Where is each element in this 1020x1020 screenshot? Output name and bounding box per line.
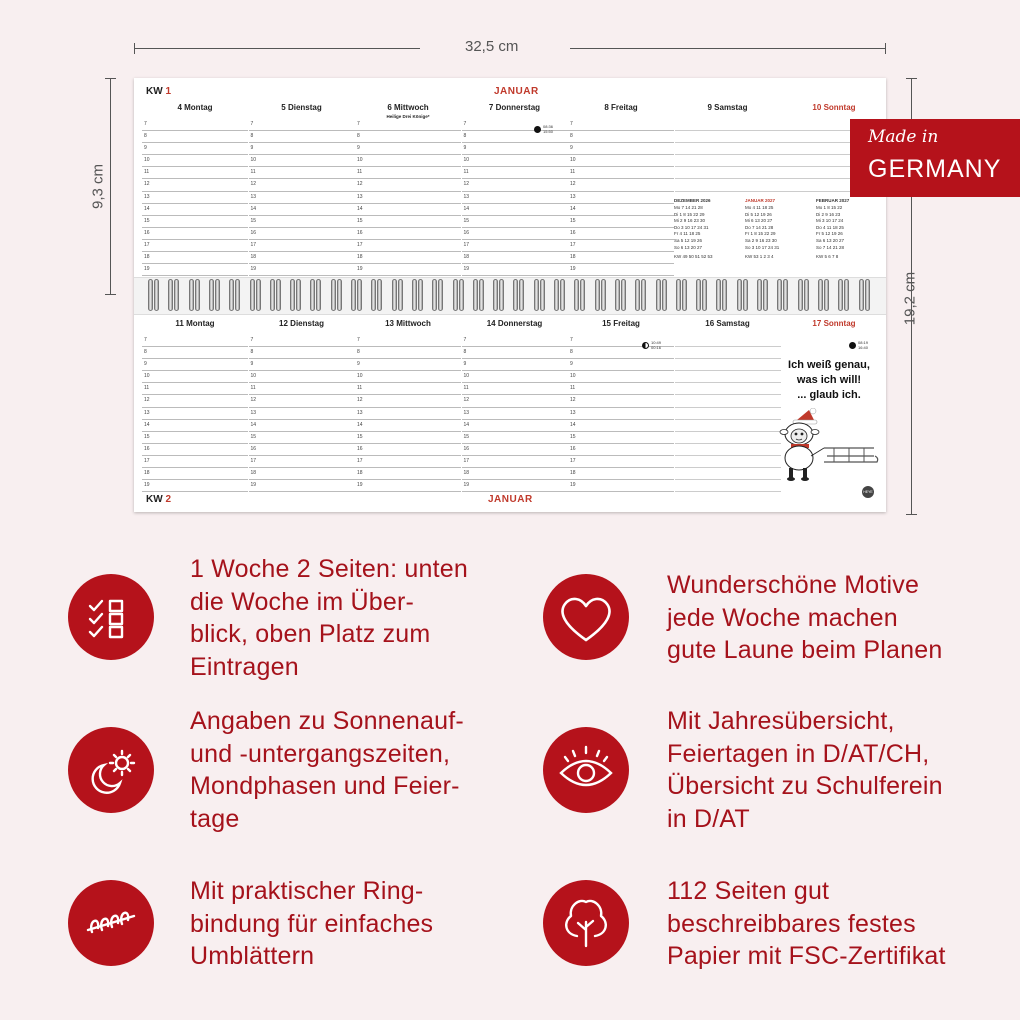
hour-line: 19 [249, 264, 355, 276]
hour-line: 7 [355, 119, 461, 131]
hour-line: 7 [355, 335, 461, 347]
hour-line: 9 [249, 359, 355, 371]
day-column-bottom-1 [249, 319, 355, 492]
binding-ring [479, 279, 484, 311]
day-column-top-1 [249, 103, 355, 276]
note-line [675, 359, 781, 371]
half-moon-icon: 10:49 00:16 [642, 340, 661, 350]
hour-line: 7 [249, 119, 355, 131]
hour-line: 9 [568, 143, 674, 155]
binding-ring [229, 279, 234, 311]
day-column-top-0 [142, 103, 248, 276]
hour-line: 12 [462, 179, 568, 191]
width-dimension-line-right [570, 48, 886, 49]
hour-line: 17 [355, 240, 461, 252]
checklist-icon [68, 574, 154, 660]
tree-icon [543, 880, 629, 966]
full-moon-icon: 08:36 15:50 [534, 124, 553, 134]
binding-ring [818, 279, 823, 311]
binding-ring [418, 279, 423, 311]
hour-line: 18 [249, 252, 355, 264]
hour-line: 15 [355, 432, 461, 444]
binding-ring [316, 279, 321, 311]
hour-line: 12 [249, 395, 355, 407]
hour-line: 17 [355, 456, 461, 468]
binding-ring [371, 279, 376, 311]
binding-ring [662, 279, 667, 311]
binding-ring [635, 279, 640, 311]
binding-ring [595, 279, 600, 311]
binding-ring [865, 279, 870, 311]
hour-line: 17 [568, 456, 674, 468]
binding-ring [574, 279, 579, 311]
binding-ring [554, 279, 559, 311]
binding-ring [737, 279, 742, 311]
heye-logo: HEYE [862, 486, 874, 498]
eye-icon [543, 727, 629, 813]
hour-line: 9 [142, 359, 248, 371]
hour-line: 8 [249, 347, 355, 359]
hour-line: 17 [142, 456, 248, 468]
hour-line: 16 [249, 228, 355, 240]
binding-ring [696, 279, 701, 311]
dimension-tick [906, 514, 917, 515]
hour-line: 14 [568, 420, 674, 432]
hour-line: 17 [142, 240, 248, 252]
hour-line: 17 [249, 456, 355, 468]
hour-line: 19 [142, 264, 248, 276]
mini-calendar: FEBRUAR 2027 Mo 1 8 15 22 Di 2 9 16 23 Mi 3 10 17 24 Do 4 11 18 25 Fr 5 12 19 26 Sa 6 13 20 27 So 7 14 21 28 KW 5 6 7 8 [816, 198, 850, 260]
binding-ring [357, 279, 362, 311]
hour-line: 18 [142, 468, 248, 480]
hour-line: 15 [462, 216, 568, 228]
hour-line: 15 [355, 216, 461, 228]
ring-binding [134, 277, 886, 315]
note-line [675, 468, 781, 480]
day-column-top-4 [568, 103, 674, 276]
hour-line: 17 [462, 240, 568, 252]
hour-line: 15 [249, 432, 355, 444]
hour-line: 19 [355, 480, 461, 492]
binding-ring [519, 279, 524, 311]
hour-line: 17 [462, 456, 568, 468]
hour-line: 15 [249, 216, 355, 228]
day-header: 15 Freitag [602, 319, 640, 328]
hour-line: 18 [462, 468, 568, 480]
hour-line: 12 [142, 395, 248, 407]
binding-ring [534, 279, 539, 311]
binding-ring [656, 279, 661, 311]
feature-text-3: Angaben zu Sonnenauf- und -untergangszeiten, Mondphasen und Feier- tage [190, 707, 464, 833]
binding-ring [412, 279, 417, 311]
binding-ring [250, 279, 255, 311]
hour-line: 7 [249, 335, 355, 347]
hour-line: 12 [355, 395, 461, 407]
hour-line: 14 [568, 204, 674, 216]
hour-line: 15 [462, 432, 568, 444]
hour-line: 8 [142, 131, 248, 143]
day-header: 16 Samstag [705, 319, 750, 328]
binding-ring [716, 279, 721, 311]
hour-line: 15 [568, 432, 674, 444]
day-header: 8 Freitag [604, 103, 638, 112]
hour-line: 14 [355, 204, 461, 216]
binding-ring [310, 279, 315, 311]
hour-line: 11 [249, 167, 355, 179]
hour-line: 7 [568, 335, 674, 347]
binding-ring [722, 279, 727, 311]
hour-line: 18 [568, 252, 674, 264]
binding-ring [473, 279, 478, 311]
width-dimension-label: 32,5 cm [465, 38, 519, 55]
hour-line: 11 [142, 383, 248, 395]
hour-line: 10 [568, 371, 674, 383]
day-header: 10 Sonntag [812, 103, 856, 112]
hour-line: 19 [568, 480, 674, 492]
week-number-top: KW 1 [146, 86, 172, 97]
hour-line: 12 [142, 179, 248, 191]
hour-line: 8 [568, 347, 674, 359]
binding-ring [621, 279, 626, 311]
hour-line: 19 [568, 264, 674, 276]
day-header: 6 Mittwoch [387, 103, 429, 112]
binding-ring [763, 279, 768, 311]
binding-ring [154, 279, 159, 311]
hour-line: 16 [355, 444, 461, 456]
binding-ring [743, 279, 748, 311]
binding-ring [296, 279, 301, 311]
hour-line: 10 [462, 155, 568, 167]
hour-line: 16 [568, 228, 674, 240]
day-header: 14 Donnerstag [486, 319, 543, 328]
hour-line: 16 [462, 228, 568, 240]
binding-ring [337, 279, 342, 311]
hour-line: 10 [462, 371, 568, 383]
day-header: 4 Montag [177, 103, 213, 112]
day-column-bottom-2 [355, 319, 461, 492]
small-height-line [110, 78, 111, 294]
hour-line: 8 [462, 131, 568, 143]
day-header: 11 Montag [175, 319, 215, 328]
hour-line: 16 [462, 444, 568, 456]
note-line [675, 408, 781, 420]
hour-line: 17 [249, 240, 355, 252]
hour-line: 13 [142, 408, 248, 420]
day-header: 9 Samstag [707, 103, 748, 112]
binding-ring [493, 279, 498, 311]
hour-line: 11 [568, 383, 674, 395]
binding-ring [351, 279, 356, 311]
month-label-top: JANUAR [494, 86, 539, 97]
badge-line1: Made in [868, 127, 939, 147]
note-line [675, 432, 781, 444]
hour-line: 14 [462, 204, 568, 216]
hour-line: 11 [249, 383, 355, 395]
binding-ring [270, 279, 275, 311]
dimension-tick [134, 43, 135, 54]
hour-line: 14 [249, 204, 355, 216]
note-line [675, 456, 781, 468]
hour-line: 11 [355, 167, 461, 179]
note-line [675, 119, 781, 131]
quote-text: Ich weiß genau, was ich will! ... glaub ich. [788, 359, 870, 401]
day-header: 17 Sonntag [812, 319, 856, 328]
hour-line: 8 [249, 131, 355, 143]
binding-ring [168, 279, 173, 311]
note-line [675, 444, 781, 456]
binding-ring [189, 279, 194, 311]
binding-ring [641, 279, 646, 311]
hour-line: 9 [462, 143, 568, 155]
hour-line: 15 [142, 216, 248, 228]
hour-line: 12 [462, 395, 568, 407]
binding-ring [824, 279, 829, 311]
hour-line: 18 [355, 468, 461, 480]
note-line [675, 167, 781, 179]
day-header: 12 Dienstag [279, 319, 324, 328]
hour-line: 18 [249, 468, 355, 480]
note-line [675, 383, 781, 395]
hour-line: 8 [462, 347, 568, 359]
binding-ring [499, 279, 504, 311]
binding-ring [276, 279, 281, 311]
binding-ring [290, 279, 295, 311]
spiral-binding-icon [68, 880, 154, 966]
heart-icon [543, 574, 629, 660]
feature-text-6: 112 Seiten gut beschreibbares festes Papier mit FSC-Zertifikat [667, 877, 946, 970]
hour-line: 18 [142, 252, 248, 264]
feature-text-4: Mit Jahresübersicht, Feiertagen in D/AT/CH, Übersicht zu Schulferein in D/AT [667, 707, 943, 833]
width-dimension-line-left [134, 48, 420, 49]
binding-ring [838, 279, 843, 311]
feature-text-1: 1 Woche 2 Seiten: unten die Woche im Über- blick, oben Platz zum Eintragen [190, 555, 468, 681]
made-in-germany-badge [850, 119, 1020, 197]
hour-line: 14 [355, 420, 461, 432]
hour-line: 16 [355, 228, 461, 240]
hour-line: 16 [142, 444, 248, 456]
note-line [675, 335, 781, 347]
hour-line: 13 [568, 192, 674, 204]
hour-line: 10 [249, 371, 355, 383]
month-label-bottom: JANUAR [488, 494, 533, 505]
binding-ring [215, 279, 220, 311]
hour-line: 13 [142, 192, 248, 204]
hour-line: 13 [568, 408, 674, 420]
hour-line: 16 [142, 228, 248, 240]
binding-ring [859, 279, 864, 311]
sun-times-icon: 08:19 16:40 [849, 340, 868, 350]
hour-line: 11 [462, 167, 568, 179]
day-header: 7 Donnerstag [488, 103, 541, 112]
hour-line: 10 [142, 155, 248, 167]
dimension-tick [105, 294, 116, 295]
binding-ring [392, 279, 397, 311]
binding-ring [804, 279, 809, 311]
day-header: 13 Mittwoch [385, 319, 431, 328]
hour-line: 16 [249, 444, 355, 456]
hour-line: 8 [142, 347, 248, 359]
binding-ring [580, 279, 585, 311]
hour-line: 15 [142, 432, 248, 444]
hour-line: 13 [462, 408, 568, 420]
binding-ring [513, 279, 518, 311]
day-column-bottom-6 [781, 319, 887, 335]
binding-ring [195, 279, 200, 311]
large-height-label: 19,2 cm [901, 271, 919, 326]
hour-line: 18 [568, 468, 674, 480]
hour-line: 7 [142, 119, 248, 131]
feature-text-2: Wunderschöne Motive jede Woche machen gute Laune beim Planen [667, 571, 943, 664]
binding-ring [453, 279, 458, 311]
hour-line: 7 [568, 119, 674, 131]
note-line [675, 371, 781, 383]
binding-ring [798, 279, 803, 311]
hour-line: 11 [142, 167, 248, 179]
binding-ring [148, 279, 153, 311]
dimension-tick [105, 78, 116, 79]
feature-text-5: Mit praktischer Ring- bindung für einfaches Umblättern [190, 877, 434, 970]
day-column-bottom-5 [675, 319, 781, 492]
binding-ring [377, 279, 382, 311]
binding-ring [438, 279, 443, 311]
hour-line: 9 [462, 359, 568, 371]
hour-line: 7 [462, 335, 568, 347]
hour-line: 15 [568, 216, 674, 228]
binding-ring [459, 279, 464, 311]
badge-line2: GERMANY [868, 155, 1002, 183]
calendar-preview [134, 78, 886, 512]
binding-ring [777, 279, 782, 311]
hour-line: 12 [249, 179, 355, 191]
hour-line: 10 [355, 155, 461, 167]
dimension-tick [906, 78, 917, 79]
small-height-label: 9,3 cm [89, 164, 107, 210]
moon-sun-icon [68, 727, 154, 813]
hour-line: 17 [568, 240, 674, 252]
note-line [675, 155, 781, 167]
hour-line: 11 [568, 167, 674, 179]
hour-line: 8 [568, 131, 674, 143]
hour-line: 8 [355, 131, 461, 143]
hour-line: 14 [142, 204, 248, 216]
hour-line: 12 [568, 179, 674, 191]
mini-calendar: JANUAR 2027 Mo 4 11 18 25 Di 5 12 19 26 Mi 6 13 20 27 Do 7 14 21 28 Fr 1 8 15 22 29 Sa 2 9 16 23 30 So 3 10 17 24 31 KW 53 1 2 3 4 [745, 198, 780, 260]
binding-ring [256, 279, 261, 311]
binding-ring [601, 279, 606, 311]
binding-ring [235, 279, 240, 311]
hour-line: 12 [355, 179, 461, 191]
hour-line: 18 [462, 252, 568, 264]
hour-line: 13 [355, 192, 461, 204]
hour-line: 13 [355, 408, 461, 420]
holiday-label: Heilige Drei Könige* [386, 114, 430, 119]
hour-line: 14 [462, 420, 568, 432]
week-number-bottom: KW 2 [146, 494, 172, 505]
binding-ring [331, 279, 336, 311]
hour-line: 18 [355, 252, 461, 264]
binding-ring [757, 279, 762, 311]
hour-line: 11 [355, 383, 461, 395]
note-line [675, 480, 781, 492]
binding-ring [702, 279, 707, 311]
hour-line: 8 [355, 347, 461, 359]
mini-calendar: DEZEMBER 2026 Mo 7 14 21 28 Di 1 8 15 22 29 Mi 2 9 16 23 30 Do 3 10 17 24 31 Fr 4 11 18 25 Sa 5 12 19 26 So 6 13 20 27 KW 49 50 51 52 53 [674, 198, 713, 260]
note-line [675, 179, 781, 191]
sheep-with-sled-illustration [779, 408, 879, 488]
hour-line: 7 [142, 335, 248, 347]
hour-line: 19 [142, 480, 248, 492]
day-column-bottom-3 [462, 319, 568, 492]
dimension-tick [885, 43, 886, 54]
binding-ring [783, 279, 788, 311]
hour-line: 9 [142, 143, 248, 155]
hour-line: 13 [462, 192, 568, 204]
binding-ring [676, 279, 681, 311]
hour-line: 19 [462, 480, 568, 492]
hour-line: 9 [355, 143, 461, 155]
hour-line: 9 [355, 359, 461, 371]
note-line [675, 143, 781, 155]
hour-line: 11 [462, 383, 568, 395]
hour-line: 13 [249, 408, 355, 420]
day-column-top-5 [675, 103, 781, 192]
day-header: 5 Dienstag [281, 103, 322, 112]
hour-line: 7 [462, 119, 568, 131]
binding-ring [540, 279, 545, 311]
note-line [675, 347, 781, 359]
hour-line: 9 [249, 143, 355, 155]
note-line [675, 420, 781, 432]
hour-line: 10 [568, 155, 674, 167]
binding-ring [844, 279, 849, 311]
hour-line: 13 [249, 192, 355, 204]
day-column-bottom-0 [142, 319, 248, 492]
note-line [675, 395, 781, 407]
binding-ring [174, 279, 179, 311]
binding-ring [560, 279, 565, 311]
hour-line: 16 [568, 444, 674, 456]
day-column-top-2 [355, 103, 461, 283]
hour-line: 19 [462, 264, 568, 276]
hour-line: 10 [355, 371, 461, 383]
hour-line: 10 [142, 371, 248, 383]
binding-ring [615, 279, 620, 311]
hour-line: 9 [568, 359, 674, 371]
hour-line: 12 [568, 395, 674, 407]
hour-line: 19 [355, 264, 461, 276]
hour-line: 14 [249, 420, 355, 432]
binding-ring [398, 279, 403, 311]
hour-line: 19 [249, 480, 355, 492]
binding-ring [432, 279, 437, 311]
hour-line: 10 [249, 155, 355, 167]
binding-ring [682, 279, 687, 311]
binding-ring [209, 279, 214, 311]
note-line [675, 131, 781, 143]
hour-line: 14 [142, 420, 248, 432]
